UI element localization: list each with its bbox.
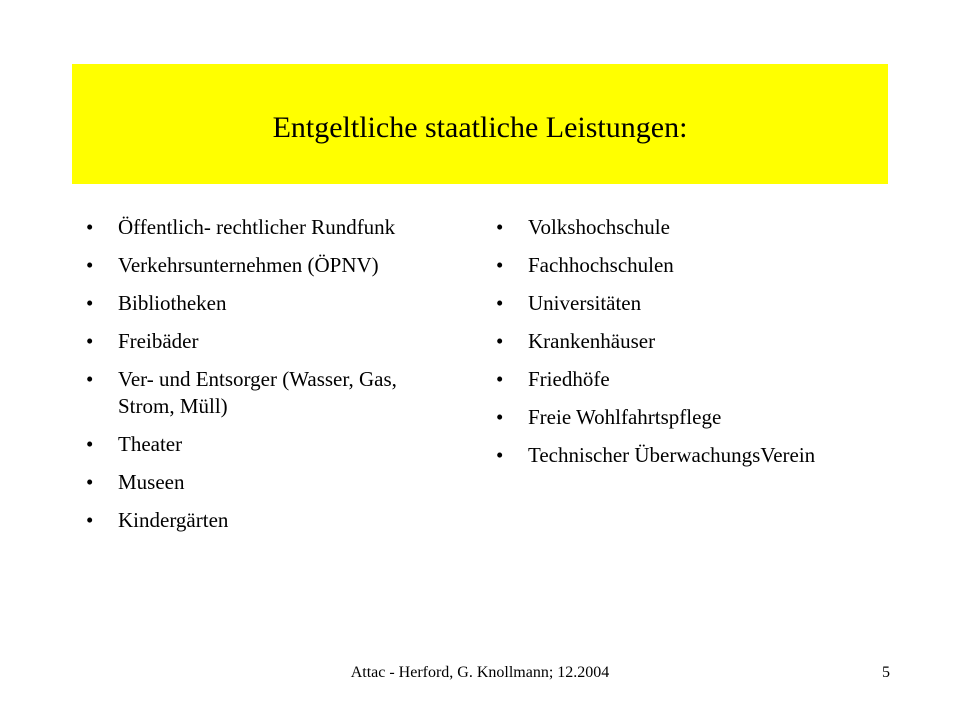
list-item-text: Freibäder <box>118 329 199 353</box>
bullet-icon: • <box>496 443 504 467</box>
list-item-text: Volkshochschule <box>528 215 670 239</box>
list-item-text: Verkehrsunternehmen (ÖPNV) <box>118 253 379 277</box>
list-item <box>86 507 456 534</box>
list-item <box>86 290 456 317</box>
bullet-icon: • <box>86 470 94 494</box>
list-item <box>496 290 876 317</box>
list-item <box>496 404 876 431</box>
list-item <box>496 328 876 355</box>
slide-title: Entgeltliche staatliche Leistungen: <box>272 111 688 144</box>
bullet-icon: • <box>86 253 94 277</box>
list-item-text: Technischer ÜberwachungsVerein <box>528 443 816 467</box>
list-item-text: Universitäten <box>528 291 642 315</box>
left-bullet-list <box>86 214 456 545</box>
list-item <box>86 214 456 241</box>
list-item <box>496 252 876 279</box>
list-item <box>86 252 456 279</box>
bullet-icon: • <box>496 253 504 277</box>
slide-footer: Attac - Herford, G. Knollmann; 12.2004 <box>350 664 610 681</box>
list-item-text: Kindergärten <box>118 508 229 532</box>
list-item-text: Friedhöfe <box>528 367 610 391</box>
list-item <box>86 366 456 420</box>
right-bullet-list <box>496 214 876 480</box>
bullet-icon: • <box>86 329 94 353</box>
page-number: 5 <box>882 664 890 681</box>
bullet-icon: • <box>496 291 504 315</box>
list-item-text: Öffentlich- rechtlicher Rundfunk <box>118 215 396 239</box>
list-item-text: Freie Wohlfahrtspflege <box>528 405 722 429</box>
list-item <box>86 328 456 355</box>
list-item <box>496 214 876 241</box>
list-item-text: Fachhochschulen <box>528 253 674 277</box>
list-item-text: Bibliotheken <box>118 291 227 315</box>
list-item <box>86 431 456 458</box>
bullet-icon: • <box>496 329 504 353</box>
bullet-icon: • <box>496 405 504 429</box>
list-item-text: Museen <box>118 470 185 494</box>
list-item-text: Ver- und Entsorger (Wasser, Gas, Strom, Müll) <box>118 367 397 418</box>
bullet-icon: • <box>86 432 94 456</box>
bullet-icon: • <box>86 291 94 315</box>
list-item <box>86 469 456 496</box>
bullet-icon: • <box>86 508 94 532</box>
bullet-icon: • <box>496 367 504 391</box>
bullet-icon: • <box>496 215 504 239</box>
list-item <box>496 366 876 393</box>
list-item-text: Krankenhäuser <box>528 329 656 353</box>
title-banner <box>72 64 888 184</box>
bullet-icon: • <box>86 367 94 391</box>
bullet-icon: • <box>86 215 94 239</box>
list-item-text: Theater <box>118 432 183 456</box>
list-item <box>496 442 876 469</box>
